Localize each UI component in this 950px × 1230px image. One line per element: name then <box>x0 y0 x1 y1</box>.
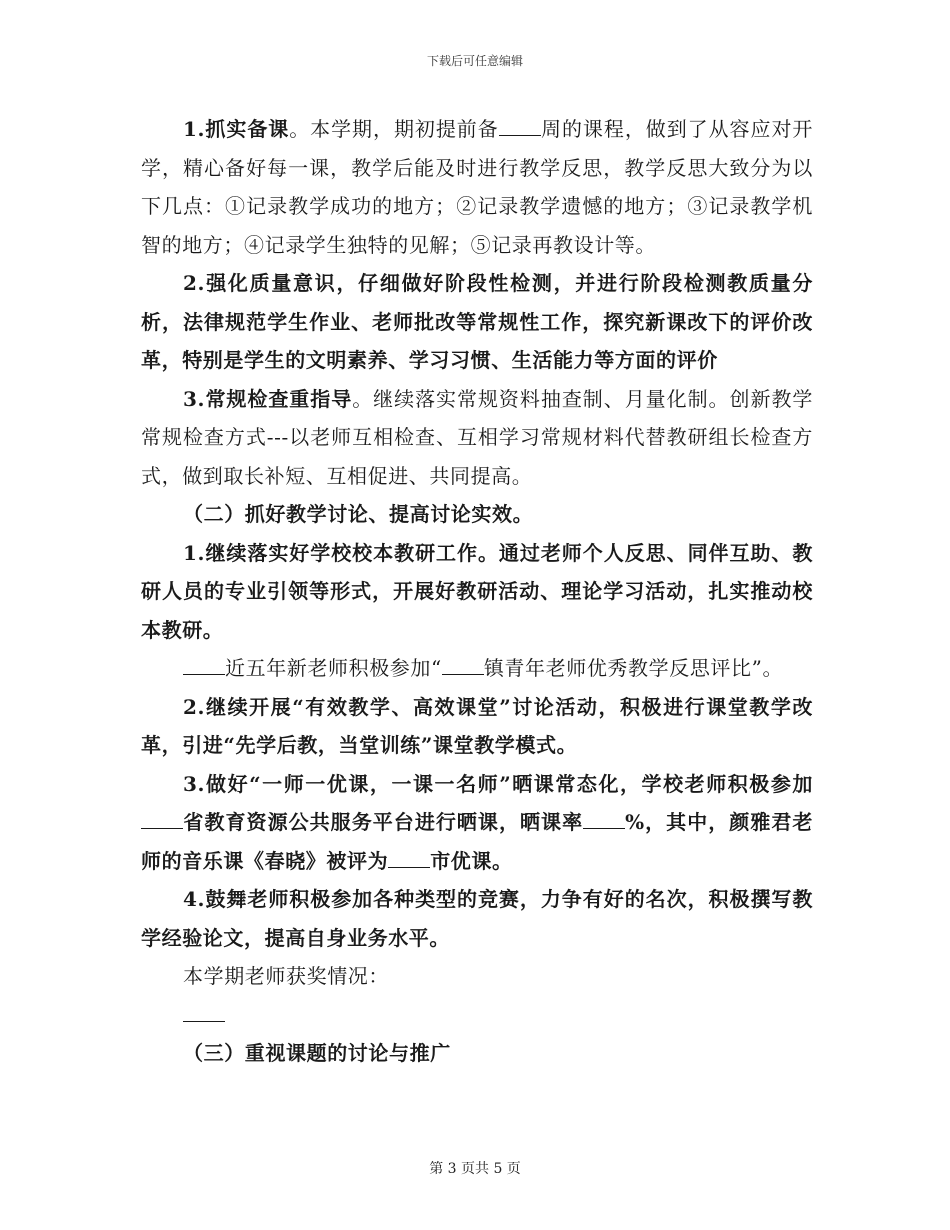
paragraph-awards-label: 本学期老师获奖情况： <box>183 964 389 988</box>
blank-underline <box>183 1003 225 1022</box>
paragraph-text: 省教育资源公共服务平台进行晒课，晒课率 <box>183 810 584 834</box>
paragraph-text: 。继续落实常规资料抽查制、月量化制。创新教学常规检查方式---以老师互相检查、互相学习常规材料代替教研组长检查方式，做到取长补短、互相促进、共同提高。 <box>141 386 814 488</box>
paragraph-text: 市优课。 <box>430 848 513 873</box>
paragraph-effective-teaching: 2.继续开展“有效教学、高效课堂”讨论活动，积极进行课堂教学改革，引进“先学后教，当堂训练”课堂教学模式。 <box>141 694 813 757</box>
blank-underline <box>583 810 625 829</box>
paragraph-school-research: 1.继续落实好学校校本教研工作。通过老师个人反思、同伴互助、教研人员的专业引领等形式，开展好教研活动、理论学习活动，扎实推动校本教研。 <box>141 540 813 642</box>
blank-underline <box>442 656 484 675</box>
paragraph-text: 近五年新老师积极参加“ <box>225 656 442 680</box>
paragraph-text: 3.做好“一师一优课，一课一名师”晒课常态化，学校老师积极参加 <box>183 771 813 796</box>
paragraph-prepare-lessons <box>141 110 813 264</box>
paragraph-competitions: 4.鼓舞老师积极参加各种类型的竞赛，力争有好的名次，积极撰写教学经验论文，提高自身业务水平。 <box>141 887 813 950</box>
paragraph-quality-awareness: 2.强化质量意识，仔细做好阶段性检测，并进行阶段检测教质量分析，法律规范学生作业、老师批改等常规性工作，探究新课改下的评价改革，特别是学生的文明素养、学习习惯、生活能力等方面的评价 <box>141 271 813 372</box>
section-heading-2: （二）抓好教学讨论、提高讨论实效。 <box>183 502 534 526</box>
paragraph-routine-inspection <box>141 380 813 496</box>
document-body <box>141 110 813 1073</box>
paragraph-awards-blank <box>141 996 813 1035</box>
paragraph-new-teachers <box>141 649 813 688</box>
paragraph-text: 镇青年老师优秀教学反思评比”。 <box>483 656 784 680</box>
paragraph-lead: 1.抓实备课 <box>183 117 290 141</box>
paragraph-excellent-lessons <box>141 765 813 881</box>
blank-underline <box>499 117 541 136</box>
page-footer: 第 3 页共 5 页 <box>429 1161 521 1177</box>
blank-underline <box>141 810 183 829</box>
paragraph-text: 周的课程，做到了从容应对开学，精心备好每一课，教学后能及时进行教学反思，教学反思大致分为以下几点：①记录教学成功的地方；②记录教学遗憾的地方；③记录教学机智的地方；④记录学生独特的见解；⑤记录再教设计等。 <box>141 117 813 257</box>
blank-underline <box>388 849 430 868</box>
paragraph-lead: 3.常规检查重指导 <box>183 386 353 411</box>
paragraph-text: 。本学期，期初提前备 <box>289 117 499 141</box>
section-heading-3: （三）重视课题的讨论与推广 <box>183 1041 451 1065</box>
page-header: 下载后可任意编辑 <box>426 54 523 68</box>
paragraph-text: %，其中，颜雅君老师的音乐课《春晓》被评为 <box>141 810 813 873</box>
blank-underline <box>183 656 225 675</box>
